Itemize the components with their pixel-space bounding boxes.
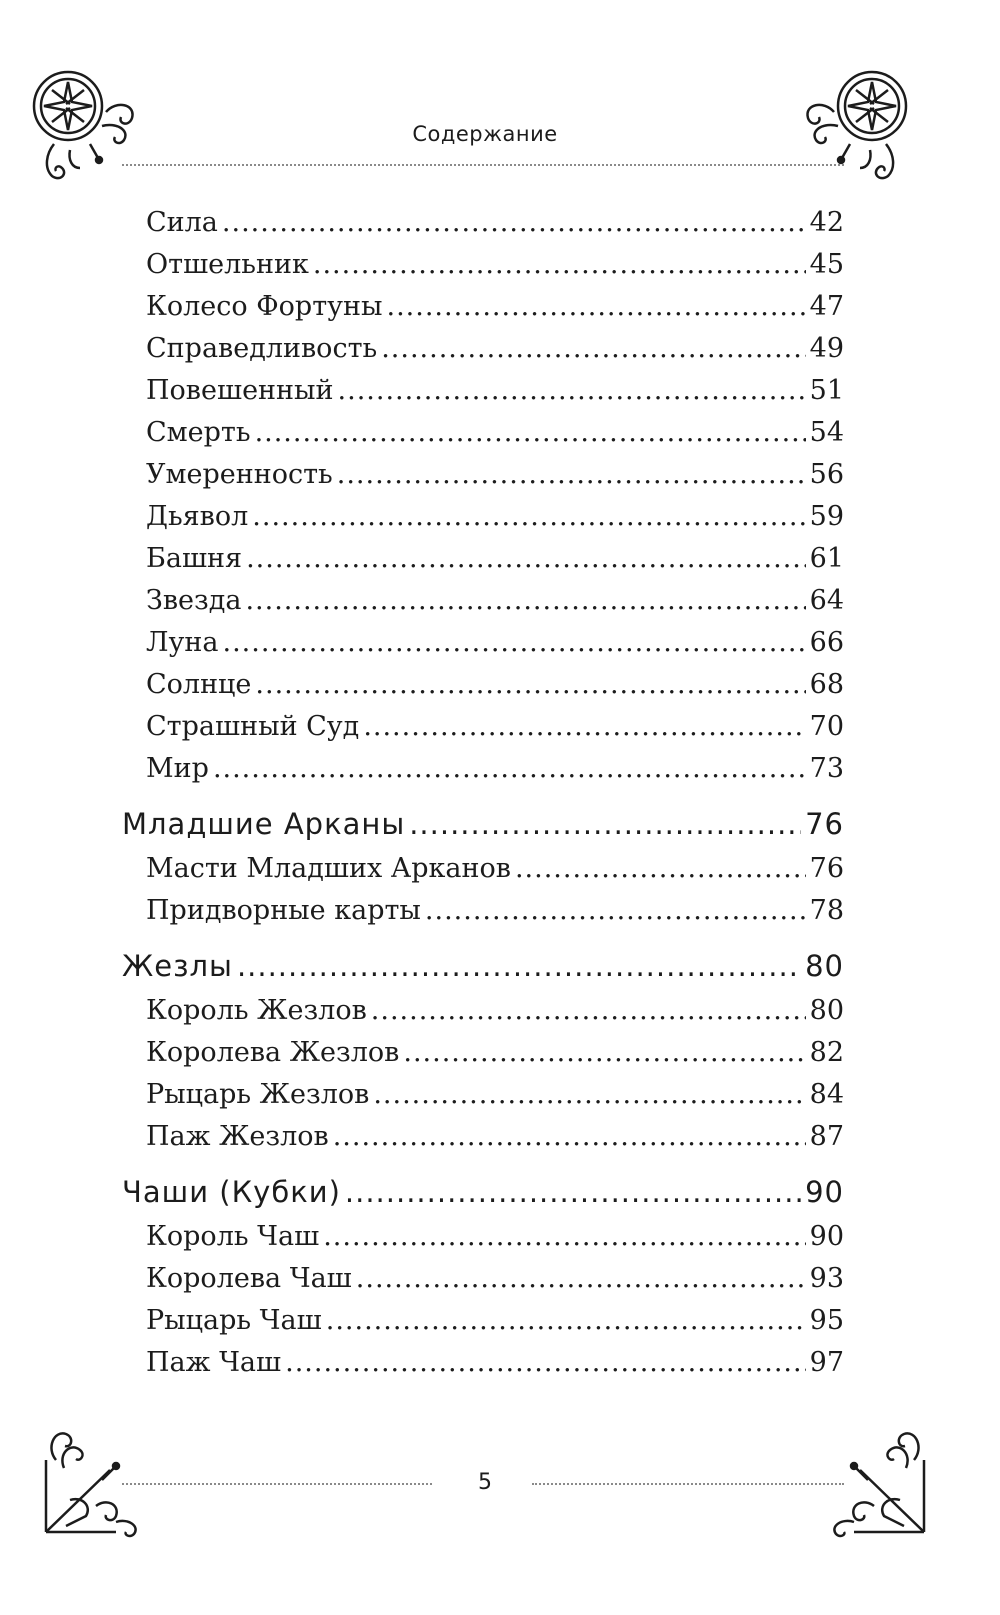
toc-item[interactable] xyxy=(122,538,844,580)
toc-item-page: 49 xyxy=(809,333,844,364)
dot-leader xyxy=(403,1032,805,1074)
dot-leader xyxy=(381,328,805,370)
toc-item-title: Звезда xyxy=(146,585,242,616)
toc-item-page: 90 xyxy=(809,1221,844,1252)
dot-leader xyxy=(425,890,806,932)
toc-item[interactable] xyxy=(122,454,844,496)
toc-item-page: 84 xyxy=(809,1079,844,1110)
toc-item-page: 64 xyxy=(809,585,844,616)
toc-item[interactable] xyxy=(122,1032,844,1074)
toc-item[interactable] xyxy=(122,202,844,244)
toc-section[interactable] xyxy=(122,800,844,848)
dot-leader xyxy=(337,454,806,496)
toc-section-page: 76 xyxy=(805,807,844,841)
page-number: 5 xyxy=(478,1470,492,1495)
toc-item-page: 47 xyxy=(809,291,844,322)
toc-item-title: Дьявол xyxy=(146,501,249,532)
dot-leader xyxy=(285,1342,806,1384)
toc-item-page: 95 xyxy=(809,1305,844,1336)
toc-item-title: Король Чаш xyxy=(146,1221,320,1252)
toc-item-page: 78 xyxy=(809,895,844,926)
dot-leader xyxy=(252,496,805,538)
dot-leader xyxy=(363,706,805,748)
toc-item[interactable] xyxy=(122,496,844,538)
toc-item-title: Колесо Фортуны xyxy=(146,291,383,322)
toc-item-title: Умеренность xyxy=(146,459,333,490)
toc-item[interactable] xyxy=(122,412,844,454)
toc-item[interactable] xyxy=(122,1342,844,1384)
toc-section[interactable] xyxy=(122,1168,844,1216)
toc-item-title: Паж Жезлов xyxy=(146,1121,329,1152)
toc-item-title: Королева Чаш xyxy=(146,1263,352,1294)
dot-leader xyxy=(515,848,806,890)
dot-leader xyxy=(387,286,806,328)
toc-item-title: Смерть xyxy=(146,417,251,448)
toc-item-title: Солнце xyxy=(146,669,252,700)
footer-dotted-rule-left xyxy=(122,1483,432,1485)
toc-item-page: 56 xyxy=(809,459,844,490)
bottom-right-ornament xyxy=(820,1420,930,1540)
dot-leader xyxy=(409,800,801,848)
dot-leader xyxy=(246,538,806,580)
toc-item[interactable] xyxy=(122,748,844,790)
toc-item-title: Масти Младших Арканов xyxy=(146,853,511,884)
toc-item[interactable] xyxy=(122,1300,844,1342)
dot-leader xyxy=(371,990,806,1032)
dot-leader xyxy=(323,1216,805,1258)
dot-leader xyxy=(223,622,806,664)
toc-item-page: 59 xyxy=(809,501,844,532)
toc-item-title: Рыцарь Жезлов xyxy=(146,1079,370,1110)
dot-leader xyxy=(255,664,805,706)
toc-item-page: 61 xyxy=(809,543,844,574)
toc-section-title: Жезлы xyxy=(122,949,233,983)
dot-leader xyxy=(326,1300,806,1342)
toc-item[interactable] xyxy=(122,328,844,370)
toc-item-title: Повешенный xyxy=(146,375,334,406)
toc-item-page: 54 xyxy=(809,417,844,448)
toc-item-page: 76 xyxy=(809,853,844,884)
dot-leader xyxy=(213,748,806,790)
toc-item-page: 66 xyxy=(809,627,844,658)
toc-item-page: 73 xyxy=(809,753,844,784)
toc-section-title: Младшие Арканы xyxy=(122,807,406,841)
toc-item-title: Луна xyxy=(146,627,219,658)
toc-item-page: 42 xyxy=(809,207,844,238)
toc-item-title: Королева Жезлов xyxy=(146,1037,400,1068)
dot-leader xyxy=(356,1258,806,1300)
toc-item[interactable] xyxy=(122,990,844,1032)
dot-leader xyxy=(345,1168,801,1216)
toc-item-page: 80 xyxy=(809,995,844,1026)
toc-item[interactable] xyxy=(122,848,844,890)
dot-leader xyxy=(255,412,806,454)
dot-leader xyxy=(245,580,805,622)
dot-leader xyxy=(237,942,801,990)
toc-item-page: 87 xyxy=(809,1121,844,1152)
table-of-contents xyxy=(122,202,844,1384)
toc-item-title: Отшельник xyxy=(146,249,309,280)
toc-item-page: 45 xyxy=(809,249,844,280)
toc-section-page: 80 xyxy=(805,949,844,983)
toc-item-title: Сила xyxy=(146,207,218,238)
dot-leader xyxy=(373,1074,805,1116)
toc-item-title: Мир xyxy=(146,753,209,784)
dot-leader xyxy=(333,1116,806,1158)
toc-item-title: Король Жезлов xyxy=(146,995,367,1026)
toc-item[interactable] xyxy=(122,286,844,328)
toc-item-page: 68 xyxy=(809,669,844,700)
toc-item-title: Рыцарь Чаш xyxy=(146,1305,322,1336)
dot-leader xyxy=(222,202,806,244)
toc-item[interactable] xyxy=(122,244,844,286)
toc-item-page: 93 xyxy=(809,1263,844,1294)
toc-item-page: 70 xyxy=(809,711,844,742)
toc-item-title: Страшный Суд xyxy=(146,711,360,742)
dot-leader xyxy=(338,370,806,412)
toc-item-title: Справедливость xyxy=(146,333,378,364)
header-dotted-rule xyxy=(122,164,844,166)
toc-item[interactable] xyxy=(122,370,844,412)
toc-item[interactable] xyxy=(122,706,844,748)
toc-item[interactable] xyxy=(122,1074,844,1116)
toc-item[interactable] xyxy=(122,580,844,622)
toc-item[interactable] xyxy=(122,1116,844,1158)
toc-item-page: 51 xyxy=(809,375,844,406)
running-header-title: Содержание xyxy=(412,122,558,146)
toc-item[interactable] xyxy=(122,622,844,664)
toc-section-page: 90 xyxy=(805,1175,844,1209)
toc-section-title: Чаши (Кубки) xyxy=(122,1175,341,1209)
footer-dotted-rule-right xyxy=(532,1483,844,1485)
toc-item-title: Паж Чаш xyxy=(146,1347,282,1378)
toc-item[interactable] xyxy=(122,664,844,706)
toc-item-title: Придворные карты xyxy=(146,895,421,926)
dot-leader xyxy=(313,244,806,286)
toc-item-title: Башня xyxy=(146,543,243,574)
toc-item[interactable] xyxy=(122,1216,844,1258)
toc-item-page: 82 xyxy=(809,1037,844,1068)
toc-item[interactable] xyxy=(122,1258,844,1300)
toc-item-page: 97 xyxy=(809,1347,844,1378)
toc-item[interactable] xyxy=(122,890,844,932)
bottom-left-ornament xyxy=(40,1420,150,1540)
toc-section[interactable] xyxy=(122,942,844,990)
